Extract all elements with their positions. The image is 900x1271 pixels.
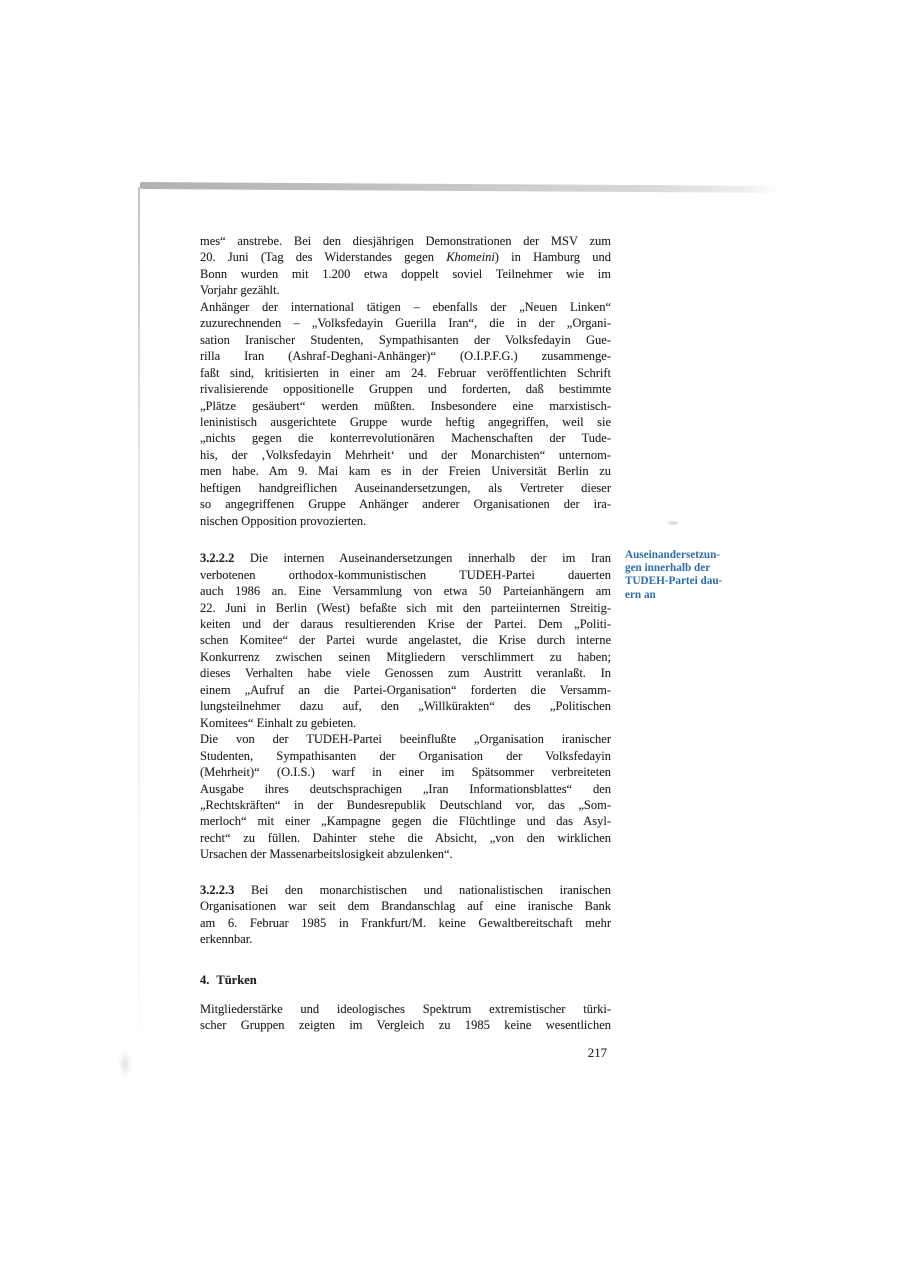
text-line xyxy=(200,414,611,430)
page-number: 217 xyxy=(587,1046,607,1060)
text-segment: 3.2.2.2 xyxy=(200,551,235,566)
text-segment: Komitees“ Einhalt zu gebieten. xyxy=(200,715,357,730)
text-line xyxy=(200,480,611,496)
text-line xyxy=(200,715,611,731)
text-segment: recht“ zu füllen. Dahinter stehe die Absicht, „von den wirklichen xyxy=(200,830,611,845)
text-line xyxy=(200,882,611,898)
text-line xyxy=(200,931,611,947)
text-line xyxy=(200,731,611,747)
text-line xyxy=(200,266,611,282)
text-line xyxy=(200,781,611,797)
text-segment: 3.2.2.3 xyxy=(200,882,235,897)
paragraph xyxy=(200,1001,611,1034)
text-segment: mes“ anstrebe. Bei den diesjährigen Demonstrationen der MSV zum xyxy=(200,234,611,248)
text-line xyxy=(200,332,611,348)
text-segment: rivalisierende oppositionelle Gruppen und forderten, daß bestimmte xyxy=(200,382,611,397)
text-line xyxy=(200,972,611,988)
page-left-edge-shadow xyxy=(138,187,140,1075)
text-segment: keiten und der daraus resultierenden Krise der Partei. Dem „Politi- xyxy=(200,616,611,631)
text-segment: Organisationen war seit dem Brandanschlag auf eine iranische Bank xyxy=(200,899,611,914)
scan-smudge xyxy=(118,1050,132,1078)
text-line xyxy=(200,649,611,665)
paragraph xyxy=(200,882,611,948)
text-line xyxy=(200,698,611,714)
margin-note-line: Auseinandersetzun- xyxy=(625,549,721,561)
paragraph xyxy=(200,233,611,299)
text-line xyxy=(200,567,611,583)
text-segment: verbotenen orthodox-kommunistischen TUDEH-Partei dauerten xyxy=(200,567,611,582)
text-segment: (Mehrheit)“ (O.I.S.) warf in einer im Spätsommer verbreiteten xyxy=(200,765,611,780)
paragraph xyxy=(200,731,611,863)
text-segment: einem „Aufruf an die Partei-Organisation“ forderten die Versamm- xyxy=(200,682,611,697)
text-line xyxy=(200,1017,611,1033)
text-segment: erkennbar. xyxy=(200,932,253,947)
text-line xyxy=(200,846,611,862)
text-segment: merloch“ mit einer „Kampagne gegen die Flüchtlinge und das Asyl- xyxy=(200,814,611,829)
text-line xyxy=(200,1001,611,1017)
text-line xyxy=(200,665,611,681)
text-segment: auch 1986 an. Eine Versammlung von etwa 50 Parteianhängern am xyxy=(200,584,611,599)
text-line xyxy=(200,682,611,698)
text-segment: sation Iranischer Studenten, Sympathisanten der Volksfedayin Gue- xyxy=(200,332,611,347)
text-segment: his, der ‚Volksfedayin Mehrheit‘ und der Monarchisten“ unternom- xyxy=(200,447,611,462)
text-segment: am 6. Februar 1985 in Frankfurt/M. keine Gewaltbereitschaft mehr xyxy=(200,915,611,930)
text-line xyxy=(200,249,611,265)
text-segment: 20. Juni (Tag des Widerstandes gegen xyxy=(200,250,447,265)
text-line xyxy=(200,365,611,381)
text-line xyxy=(200,463,611,479)
text-line xyxy=(200,447,611,463)
text-segment: Die internen Auseinandersetzungen innerhalb der im Iran xyxy=(234,551,611,566)
text-line xyxy=(200,496,611,512)
text-line xyxy=(200,513,611,529)
text-segment: Die von der TUDEH-Partei beeinflußte „Organisation iranischer xyxy=(200,732,611,747)
margin-note-line: gen innerhalb der xyxy=(625,562,711,575)
text-segment: „Plätze gesäubert“ werden müßten. Insbesondere eine marxistisch- xyxy=(200,398,611,413)
text-line xyxy=(200,233,611,249)
text-segment: lungsteilnehmer dazu auf, den „Willkürakten“ des „Politischen xyxy=(200,699,611,714)
text-segment: Ausgabe ihres deutschsprachigen „Iran Informationsblattes“ den xyxy=(200,781,611,796)
text-line xyxy=(200,282,611,298)
text-segment: dieses Verhalten habe viele Genossen zum Austritt veranlaßt. In xyxy=(200,666,611,681)
text-line xyxy=(200,898,611,914)
text-segment: Bei den monarchistischen und nationalistischen iranischen xyxy=(234,882,611,897)
text-segment: Anhänger der international tätigen – ebenfalls der „Neuen Linken“ xyxy=(200,299,611,314)
page-top-edge-shadow xyxy=(140,182,780,193)
text-segment: nischen Opposition provozierten. xyxy=(200,513,367,528)
text-line xyxy=(200,348,611,364)
text-column xyxy=(200,233,611,1034)
text-line xyxy=(200,430,611,446)
text-segment: 4. xyxy=(200,972,210,987)
text-segment: so angegriffenen Gruppe Anhänger anderer Organisationen der ira- xyxy=(200,497,611,512)
text-line xyxy=(200,632,611,648)
text-line xyxy=(200,299,611,315)
text-segment: leninistisch ausgerichtete Gruppe wurde heftig angegriffen, weil sie xyxy=(200,414,611,429)
text-segment: Türken xyxy=(216,972,257,987)
paragraph xyxy=(200,299,611,529)
text-line xyxy=(200,764,611,780)
text-segment: Studenten, Sympathisanten der Organisation der Volksfedayin xyxy=(200,748,611,763)
margin-note xyxy=(625,549,755,602)
text-segment: 22. Juni in Berlin (West) befaßte sich mit den parteiinternen Streitig- xyxy=(200,600,611,615)
text-segment: schen Komitee“ der Partei wurde angelastet, die Krise durch interne xyxy=(200,633,611,648)
text-line xyxy=(200,797,611,813)
text-line xyxy=(200,830,611,846)
scan-speck xyxy=(668,521,678,525)
text-segment: heftigen handgreiflichen Auseinandersetzungen, als Vertreter dieser xyxy=(200,480,611,495)
text-segment: men habe. Am 9. Mai kam es in der Freien Universität Berlin zu xyxy=(200,464,611,479)
text-line xyxy=(200,915,611,931)
text-segment: Mitgliederstärke und ideologisches Spektrum extremistischer türki- xyxy=(200,1002,611,1017)
text-line xyxy=(200,398,611,414)
text-segment: faßt sind, kritisierten in einer am 24. Februar veröffentlichten Schrift xyxy=(200,365,611,380)
text-line xyxy=(200,616,611,632)
text-line xyxy=(200,748,611,764)
text-segment: scher Gruppen zeigten im Vergleich zu 1985 keine wesentlichen xyxy=(200,1018,611,1033)
text-line xyxy=(200,315,611,331)
margin-note-line: TUDEH-Partei dau- xyxy=(625,575,723,588)
text-segment: „Rechtskräften“ in der Bundesrepublik Deutschland vor, das „Som- xyxy=(200,797,611,812)
text-segment: Konkurrenz zwischen seinen Mitgliedern verschlimmert zu haben; xyxy=(200,649,611,664)
text-segment: Bonn wurden mit 1.200 etwa doppelt soviel Teilnehmer wie im xyxy=(200,266,611,281)
text-segment: „nichts gegen die konterrevolutionären Machenschaften der Tude- xyxy=(200,431,611,446)
text-segment: rilla Iran (Ashraf-Deghani-Anhänger)“ (O.I.P.F.G.) zusammenge- xyxy=(200,349,611,364)
section-heading xyxy=(200,972,611,988)
text-line xyxy=(200,550,611,566)
text-line xyxy=(200,600,611,616)
text-segment: ) in Hamburg und xyxy=(494,250,612,265)
text-line xyxy=(200,381,611,397)
text-segment: Vorjahr gezählt. xyxy=(200,283,280,298)
text-segment: Ursachen der Massenarbeitslosigkeit abzulenken“. xyxy=(200,847,453,862)
text-line xyxy=(200,813,611,829)
paragraph xyxy=(200,550,611,731)
text-segment: Khomeini xyxy=(446,250,495,265)
text-line xyxy=(200,583,611,599)
text-segment: zuzurechnenden – „Volksfedayin Guerilla Iran“, die in der „Organi- xyxy=(200,316,611,331)
margin-note-line: ern an xyxy=(625,588,656,601)
